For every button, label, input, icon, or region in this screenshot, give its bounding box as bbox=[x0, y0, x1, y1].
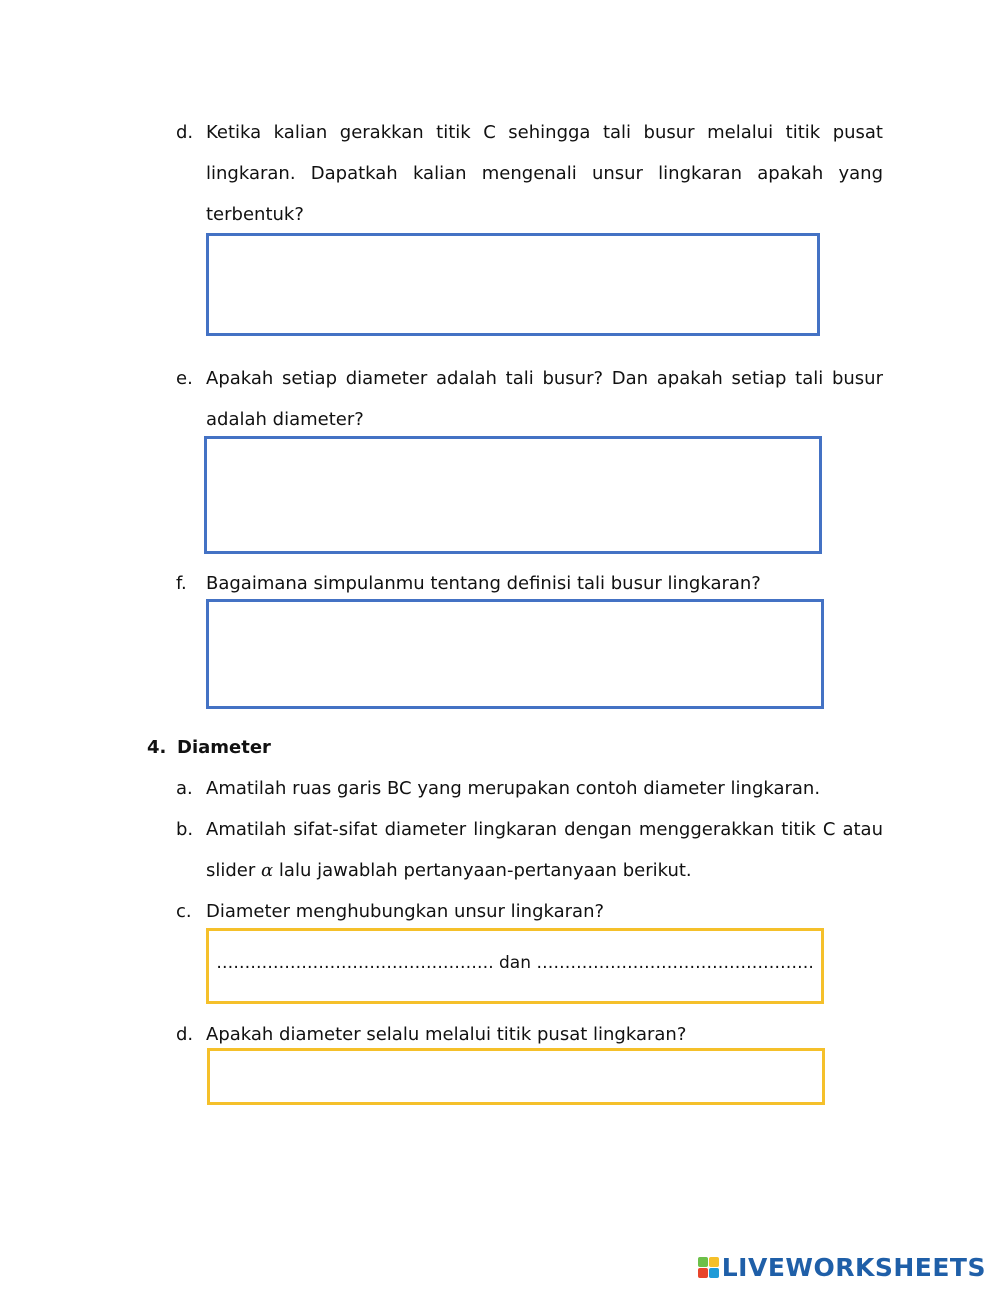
diameter-item-c bbox=[176, 891, 883, 932]
fill-in-blank-line[interactable]: …………………………………………. dan …………………………………………. bbox=[216, 953, 814, 973]
item-label: a. bbox=[176, 778, 193, 799]
question-f bbox=[176, 563, 883, 604]
question-text: Apakah setiap diameter adalah tali busur? Dan apakah setiap tali busur adalah diameter? bbox=[206, 368, 883, 430]
item-text bbox=[206, 809, 883, 891]
question-label: d. bbox=[176, 122, 194, 143]
logo-mark-icon bbox=[698, 1257, 719, 1278]
answer-box-e[interactable] bbox=[204, 436, 822, 554]
item-label: b. bbox=[176, 819, 194, 840]
item-text: Diameter menghubungkan unsur lingkaran? bbox=[206, 901, 605, 922]
item-text: Amatilah ruas garis BC yang merupakan contoh diameter lingkaran. bbox=[206, 778, 821, 799]
question-e bbox=[176, 358, 883, 440]
logo-text: LIVEWORKSHEETS bbox=[721, 1252, 986, 1282]
liveworksheets-logo bbox=[698, 1252, 986, 1282]
question-label: f. bbox=[176, 573, 187, 594]
item-text: Apakah diameter selalu melalui titik pusat lingkaran? bbox=[206, 1024, 687, 1045]
question-d bbox=[176, 112, 883, 235]
section-number: 4. bbox=[147, 737, 167, 758]
answer-box-f[interactable] bbox=[206, 599, 824, 709]
item-text-before: Amatilah sifat-sifat diameter lingkaran dengan menggerakkan titik C atau slider bbox=[206, 819, 883, 881]
question-text: Ketika kalian gerakkan titik C sehingga tali busur melalui titik pusat lingkaran. Dapatkah kalian mengenali unsur lingkaran apakah yang terbentuk? bbox=[206, 122, 883, 225]
question-label: e. bbox=[176, 368, 193, 389]
alpha-symbol: α bbox=[261, 860, 274, 881]
question-text: Bagaimana simpulanmu tentang definisi tali busur lingkaran? bbox=[206, 573, 761, 594]
item-text-after: lalu jawablah pertanyaan-pertanyaan berikut. bbox=[278, 860, 692, 881]
diameter-item-a bbox=[176, 768, 883, 809]
item-label: c. bbox=[176, 901, 192, 922]
section-heading bbox=[147, 731, 271, 765]
answer-box-d2[interactable] bbox=[207, 1048, 825, 1105]
section-title: Diameter bbox=[177, 737, 271, 758]
item-label: d. bbox=[176, 1024, 194, 1045]
answer-box-d[interactable] bbox=[206, 233, 820, 336]
answer-box-c[interactable] bbox=[206, 928, 824, 1004]
diameter-item-b bbox=[176, 809, 883, 891]
